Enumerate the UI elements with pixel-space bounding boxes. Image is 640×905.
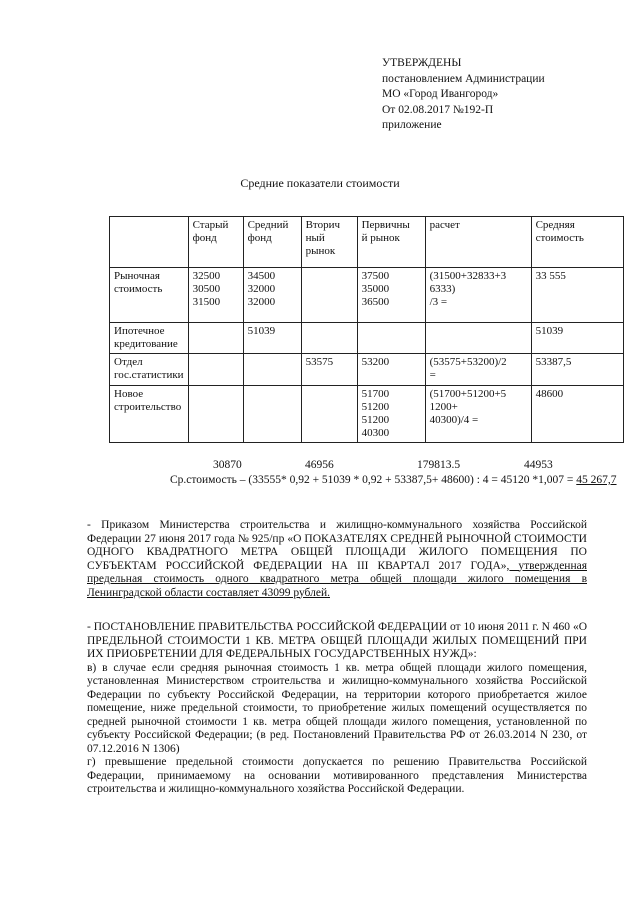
table-cell: (31500+32833+3 6333) /3 = <box>425 268 531 323</box>
approval-line: От 02.08.2017 №192-П <box>382 103 494 116</box>
table-cell <box>243 354 301 386</box>
table-header-cell: Старый фонд <box>188 217 243 268</box>
table-cell: 51039 <box>243 323 301 354</box>
approval-block <box>382 56 545 134</box>
table-cell: 53575 <box>301 354 357 386</box>
table-cell: 51039 <box>531 323 623 354</box>
table-cell <box>188 323 243 354</box>
table-header-cell: расчет <box>425 217 531 268</box>
table-cell: 37500 35000 36500 <box>357 268 425 323</box>
ministry-order-paragraph <box>87 519 587 600</box>
total-value: 179813.5 <box>417 459 461 471</box>
cost-table <box>109 216 624 443</box>
table-cell: Рыночная стоимость <box>110 268 189 323</box>
approval-line: постановлением Администрации <box>382 72 545 85</box>
document-title: Средние показатели стоимости <box>240 176 400 190</box>
table-cell <box>243 386 301 443</box>
total-value: 44953 <box>524 459 553 471</box>
table-cell: (51700+51200+5 1200+ 40300)/4 = <box>425 386 531 443</box>
table-row <box>110 386 624 443</box>
table-cell <box>357 323 425 354</box>
government-resolution-paragraph <box>87 621 587 797</box>
approval-line: МО «Город Ивангород» <box>382 88 499 100</box>
table-cell: (53575+53200)/2 = <box>425 354 531 386</box>
table-row <box>110 354 624 386</box>
resolution-item-g: г) превышение предельной стоимости допускается по решению Правительства Российской Федерации, принимаемому на основании мотивированного представления Министерства строительства и жилищно-коммунального хозяйства Российской Федерации. <box>87 756 587 795</box>
table-cell: 51700 51200 51200 40300 <box>357 386 425 443</box>
paragraph-text: - Приказом Министерства строительства и жилищно-коммунального хозяйства Российской Федерации 27 июня 2017 года № 925/пр «О ПОКАЗАТЕЛЯХ СРЕДНЕЙ РЫНОЧНОЙ СТОИМОСТИ ОДНОГО КВАДРАТНОГО МЕТРА ОБЩЕЙ ПЛОЩАДИ ЖИЛОГО ПОМЕЩЕНИЯ ПО СУБЪЕКТАМ РОССИЙСКОЙ ФЕДЕРАЦИИ НА III КВАРТАЛ 2017 ГОДА», <box>87 519 587 572</box>
total-value: 30870 <box>213 459 242 471</box>
formula-result: 45 267,7 <box>576 474 617 486</box>
table-cell <box>425 323 531 354</box>
table-cell <box>301 268 357 323</box>
table-row <box>110 323 624 354</box>
table-header-cell: Первичны й рынок <box>357 217 425 268</box>
table-header-cell <box>110 217 189 268</box>
table-cell <box>301 386 357 443</box>
table-cell: 34500 32000 32000 <box>243 268 301 323</box>
table-row <box>110 268 624 323</box>
table-cell <box>188 386 243 443</box>
formula-text: Ср.стоимость – (33555* 0,92 + 51039 * 0,92 + 53387,5+ 48600) : 4 = 45120 *1,007 = <box>170 474 577 486</box>
table-cell: 48600 <box>531 386 623 443</box>
total-value: 46956 <box>305 459 334 471</box>
resolution-heading: - ПОСТАНОВЛЕНИЕ ПРАВИТЕЛЬСТВА РОССИЙСКОЙ ФЕДЕРАЦИИ от 10 июня 2011 г. N 460 «О ПРЕДЕЛЬНОЙ СТОИМОСТИ 1 КВ. МЕТРА ОБЩЕЙ ПЛОЩАДИ ЖИЛЫХ ПОМЕЩЕНИЙ ПРИ ИХ ПРИОБРЕТЕНИИ ДЛЯ ФЕДЕРАЛЬНЫХ ГОСУДАРСТВЕННЫХ НУЖД»: <box>87 621 587 660</box>
table-header-cell: Средняя стоимость <box>531 217 623 268</box>
average-cost-formula <box>170 474 617 486</box>
table-cell <box>188 354 243 386</box>
table-cell <box>301 323 357 354</box>
table-header-row <box>110 217 624 268</box>
table-cell: Отдел гос.статистики <box>110 354 189 386</box>
table-cell: 33 555 <box>531 268 623 323</box>
paragraph-underlined-text: утвержденная предельная стоимость одного квадратного метра общей площади жилого помещения в Ленинградской области составляет 43099 рублей. <box>87 559 587 599</box>
resolution-item-v: в) в случае если средняя рыночная стоимость 1 кв. метра общей площади жилого помещения, установленная Министерством строительства и жилищно-коммунального хозяйства Российской Федерации по субъекту Российской Федерации, на территории которого приобретается жилое помещение, ниже предельной стоимости, то приобретение жилых помещений осуществляется по средней рыночной стоимости 1 кв. метра общей площади жилого помещения, установленной по субъекту Российской Федерации; (в ред. Постановлений Правительства РФ от 26.03.2014 N 230, от 07.12.2016 N 1306) <box>87 661 587 755</box>
table-cell: Ипотечное кредитование <box>110 323 189 354</box>
approval-line: УТВЕРЖДЕНЫ <box>382 57 462 69</box>
table-header-cell: Средний фонд <box>243 217 301 268</box>
table-cell: 32500 30500 31500 <box>188 268 243 323</box>
approval-line: приложение <box>382 119 442 131</box>
table-header-cell: Вторич ный рынок <box>301 217 357 268</box>
table-cell: 53200 <box>357 354 425 386</box>
table-cell: 53387,5 <box>531 354 623 386</box>
table-cell: Новое строительство <box>110 386 189 443</box>
